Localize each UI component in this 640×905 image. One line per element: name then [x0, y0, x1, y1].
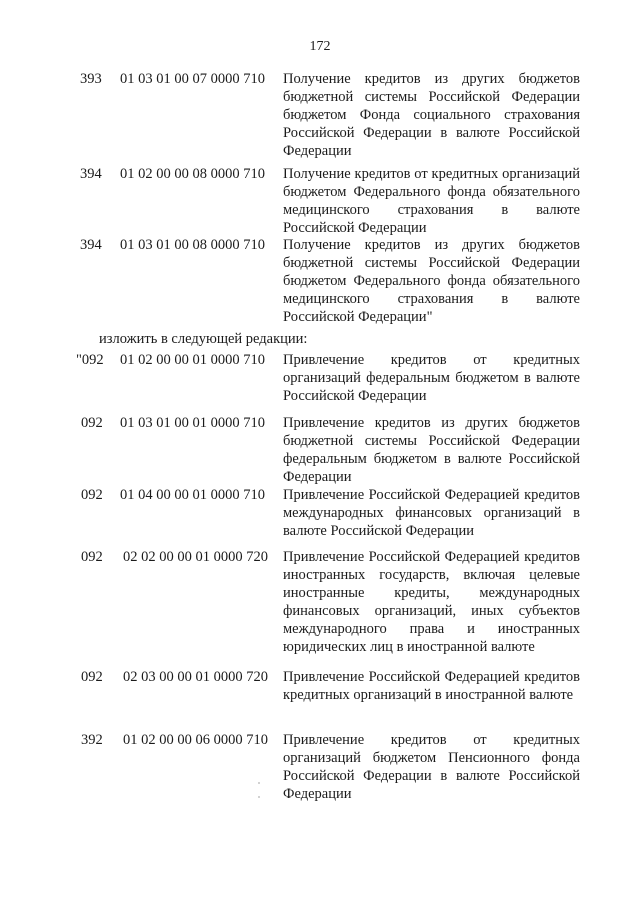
admin-code: "092 [76, 352, 104, 368]
budget-classification-code: 01 02 00 00 06 0000 710 [123, 732, 268, 748]
scan-speck [258, 782, 260, 784]
amendment-intro: изложить в следующей редакции: [99, 331, 308, 347]
budget-classification-code: 02 02 00 00 01 0000 720 [123, 549, 268, 565]
row-description: Привлечение кредитов из других бюджетов бюджетной системы Российской Федерации федеральным бюджетом в валюте Российской Федерации [283, 415, 580, 485]
admin-code: 092 [81, 487, 103, 503]
row-description: Получение кредитов из других бюджетов бюджетной системы Российской Федерации бюджетом Федерального фонда обязательного медицинского страхования в валюте Российской Федерации" [283, 237, 580, 325]
row-description: Привлечение кредитов от кредитных организаций федеральным бюджетом в валюте Российской Федерации [283, 352, 580, 404]
budget-classification-code: 01 02 00 00 01 0000 710 [120, 352, 265, 368]
budget-classification-code: 02 03 00 00 01 0000 720 [123, 669, 268, 685]
budget-classification-code: 01 03 01 00 08 0000 710 [120, 237, 265, 253]
row-description: Получение кредитов от кредитных организаций бюджетом Федерального фонда обязательного медицинского страхования в валюте Российской Федерации [283, 166, 580, 236]
page-number: 172 [309, 39, 331, 54]
row-description: Привлечение Российской Федерацией кредитов иностранных государств, включая целевые иностранные кредиты, международных финансовых организаций, иных субъектов международного права и иностранных юридических лиц в иностранной валюте [283, 549, 580, 655]
budget-classification-code: 01 02 00 00 08 0000 710 [120, 166, 265, 182]
scan-speck [258, 796, 260, 798]
admin-code: 393 [80, 71, 102, 87]
admin-code: 394 [80, 166, 102, 182]
admin-code: 394 [80, 237, 102, 253]
admin-code: 392 [81, 732, 103, 748]
row-description: Получение кредитов из других бюджетов бюджетной системы Российской Федерации бюджетом Фонда социального страхования Российской Федерации в валюте Российской Федерации [283, 71, 580, 159]
admin-code: 092 [81, 549, 103, 565]
budget-classification-code: 01 03 01 00 07 0000 710 [120, 71, 265, 87]
budget-classification-code: 01 04 00 00 01 0000 710 [120, 487, 265, 503]
row-description: Привлечение Российской Федерацией кредитов международных финансовых организаций в валюте Российской Федерации [283, 487, 580, 539]
budget-classification-code: 01 03 01 00 01 0000 710 [120, 415, 265, 431]
row-description: Привлечение Российской Федерацией кредитов кредитных организаций в иностранной валюте [283, 669, 580, 703]
admin-code: 092 [81, 669, 103, 685]
admin-code: 092 [81, 415, 103, 431]
row-description: Привлечение кредитов от кредитных организаций бюджетом Пенсионного фонда Российской Федерации в валюте Российской Федерации [283, 732, 580, 802]
